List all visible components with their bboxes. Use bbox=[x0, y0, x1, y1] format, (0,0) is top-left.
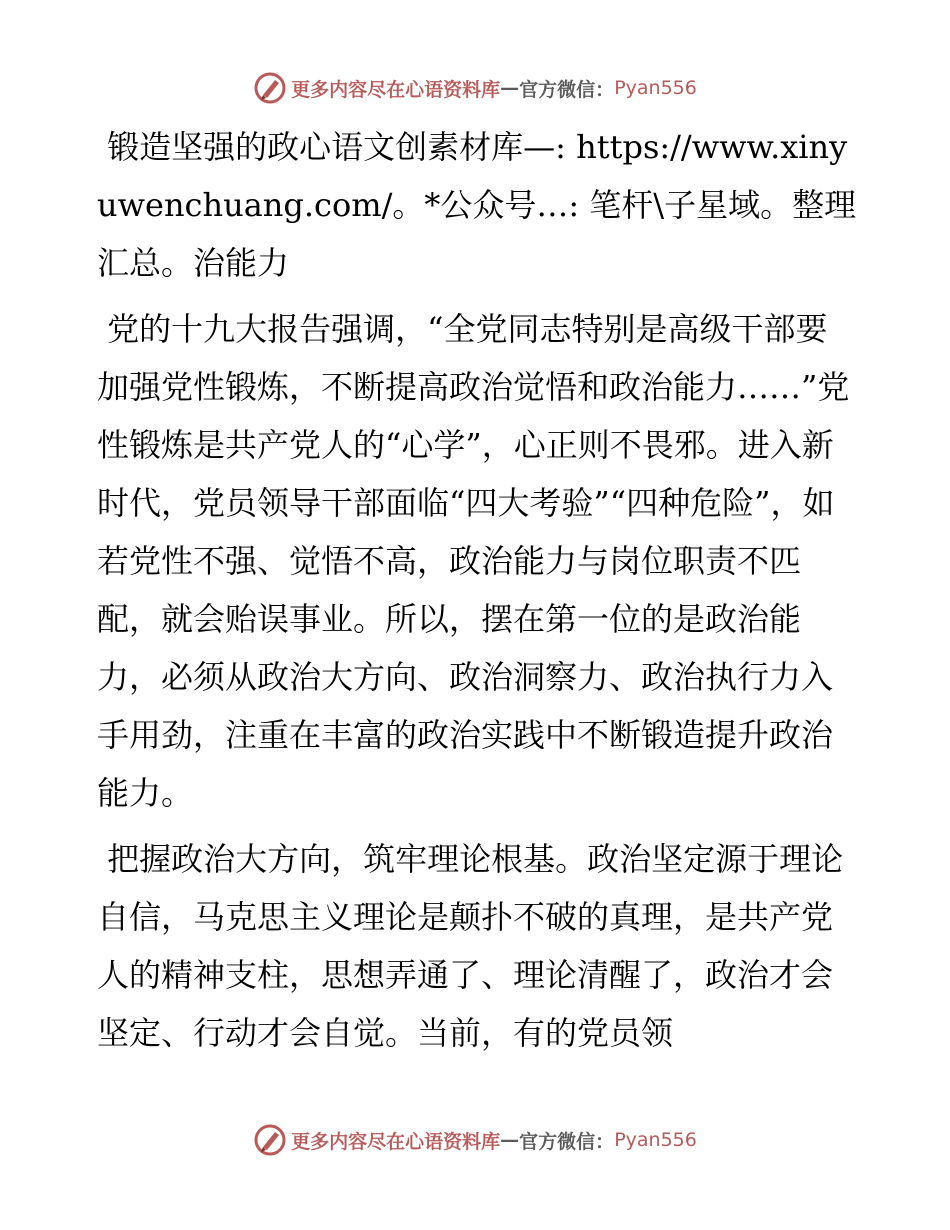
pen-logo-icon bbox=[253, 71, 287, 105]
header-banner bbox=[0, 68, 950, 108]
pen-logo-icon bbox=[253, 1123, 287, 1157]
footer-banner-sub: 官方微信： bbox=[519, 1130, 615, 1153]
paragraph-2: 党的十九大报告强调，“全党同志特别是高级干部要加强党性锻炼，不断提高政治觉悟和政治能力……”党性锻炼是共产党人的“心学”，心正则不畏邪。进入新时代，党员领导干部面临“四大考验”“四种危险”，如若党性不强、觉悟不高，政治能力与岗位职责不匹配，就会贻误事业。所以，摆在第一位的是政治能力，必须从政治大方向、政治洞察力、政治执行力入手用劲，注重在丰富的政治实践中不断锻造提升政治能力。 bbox=[97, 310, 850, 812]
paragraph-1: 锻造坚强的政心语文创素材库—: https://www.xinyuwenchuang.com/。*公众号…: 笔杆\子星域。整理汇总。治能力 bbox=[97, 128, 857, 282]
header-banner-sub: 官方微信： bbox=[519, 78, 615, 101]
footer-banner bbox=[0, 1120, 950, 1160]
paragraph-3: 把握政治大方向，筑牢理论根基。政治坚定源于理论自信，马克思主义理论是颠扑不破的真理，是共产党人的精神支柱，思想弄通了、理论清醒了，政治才会坚定、行动才会自觉。当前，有的党员领 bbox=[97, 840, 844, 1052]
header-banner-dash: — bbox=[500, 77, 520, 99]
document-body bbox=[97, 118, 857, 1070]
footer-banner-main: 更多内容尽在心语资料库 bbox=[291, 1130, 501, 1153]
header-banner-main: 更多内容尽在心语资料库 bbox=[291, 78, 501, 101]
footer-banner-dash: — bbox=[500, 1129, 520, 1151]
footer-banner-wechat-id: Pyan556 bbox=[614, 1129, 697, 1151]
header-banner-wechat-id: Pyan556 bbox=[614, 77, 697, 99]
